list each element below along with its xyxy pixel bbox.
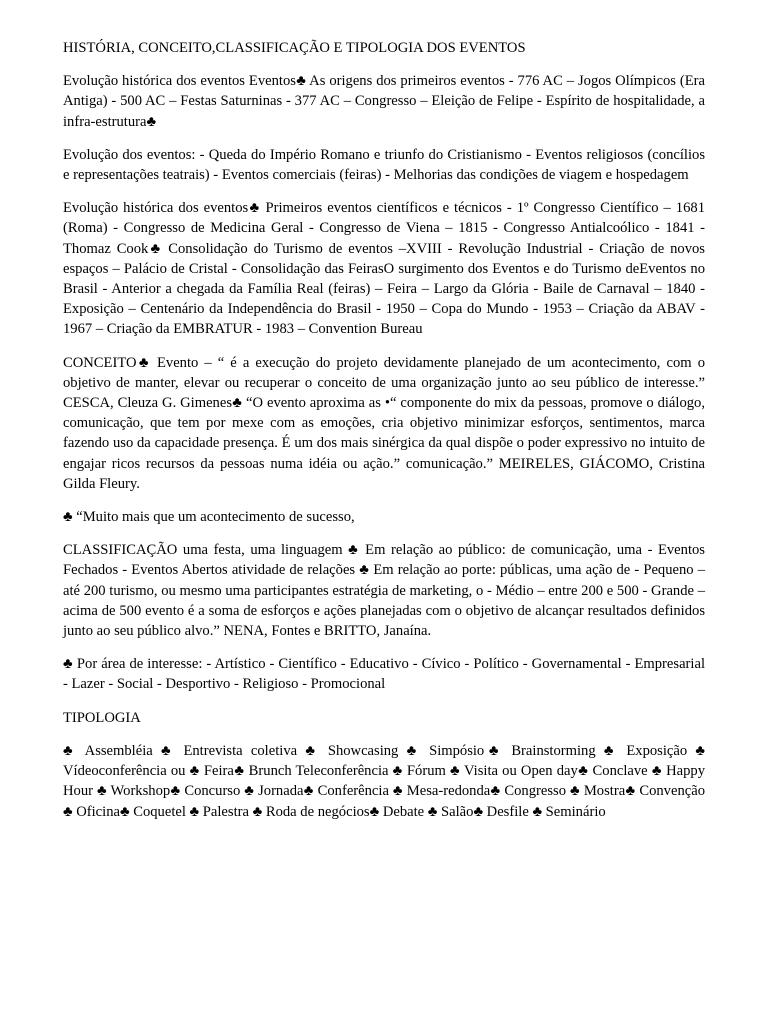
paragraph-evolution: Evolução dos eventos: - Queda do Império Romano e triunfo do Cristianismo - Eventos religiosos (concílios e representações teatrais) - Eventos comerciais (feiras) - Melhorias das condições de viagem e hospedagem xyxy=(63,146,705,184)
section-heading-tipologia: TIPOLOGIA xyxy=(63,709,141,726)
paragraph-scientific-events: Evolução histórica dos eventos♣ Primeiros eventos científicos e técnicos - 1º Congresso Científico – 1681 (Roma) - Congresso de Medicina Geral - Congresso de Viena – 1815 - Congresso Antialcoólico - 1841 - Thomaz Cook♣ Consolidação do Turismo de eventos –XVIII - Revolução Industrial - Criação de novos espaços – Palácio de Cristal - Consolidação das FeirasO surgimento dos Eventos e do Turismo deEventos no Brasil - Anterior a chegada da Família Real (feiras) – Feira – Largo da Glória - Baile de Carnaval – 1840 - Exposição – Centenário da Independência do Brasil - 1950 – Copa do Mundo - 1953 – Criação da ABAV - 1967 – Criação da EMBRATUR - 1983 – Convention Bureau xyxy=(63,200,705,338)
paragraph-concept: CONCEITO♣ Evento – “ é a execução do projeto devidamente planejado de um acontecimento, com o objetivo de manter, elevar ou recuperar o conceito de uma organização junto ao seu público de interesse.” CESCA, Cleuza G. Gimenes♣ “O evento aproxima as •“ componente do mix da pessoas, promove o diálogo, comunicação, que tem por mexe com as emoções, cria objetivo minimizar esforços, sentimentos, marca fazendo uso da capacidade presença. É um dos mais sinérgica da qual dispõe o poder expressivo no intuito de engajar ricos recursos da pessoas numa idéia ou ação.” comunicação.” MEIRELES, GIÁCOMO, Cristina Gilda Fleury. xyxy=(63,354,705,492)
paragraph-quote: ♣ “Muito mais que um acontecimento de sucesso, xyxy=(63,509,355,526)
paragraph-classification: CLASSIFICAÇÃO uma festa, uma linguagem ♣ Em relação ao público: de comunicação, uma - Eventos Fechados - Eventos Abertos atividade de relações ♣ Em relação ao porte: públicas, uma ação de - Pequeno – até 200 turismo, ou mesmo uma participantes estratégia de marketing, o - Médio – entre 200 e 500 - Grande – acima de 500 evento é a soma de esforços e ações planejadas com o objetivo de alcançar resultados definidos junto ao seu público alvo.” NENA, Fontes e BRITTO, Janaína. xyxy=(63,542,705,640)
document-title: HISTÓRIA, CONCEITO,CLASSIFICAÇÃO E TIPOLOGIA DOS EVENTOS xyxy=(63,40,526,56)
paragraph-historical-origins: Evolução histórica dos eventos Eventos♣ As origens dos primeiros eventos - 776 AC – Jogos Olímpicos (Era Antiga) - 500 AC – Festas Saturninas - 377 AC – Congresso – Eleição de Felipe - Espírito de hospitalidade, a infra-estrutura♣ xyxy=(63,73,705,130)
paragraph-typology-list: ♣ Assembléia ♣ Entrevista coletiva ♣ Showcasing ♣ Simpósio♣ Brainstorming ♣ Exposição ♣ Vídeoconferência ou ♣ Feira♣ Brunch Teleconferência ♣ Fórum ♣ Visita ou Open day♣ Conclave ♣ Happy Hour ♣ Workshop♣ Concurso ♣ Jornada♣ Conferência ♣ Mesa-redonda♣ Congresso ♣ Mostra♣ Convenção ♣ Oficina♣ Coquetel ♣ Palestra ♣ Roda de negócios♣ Debate ♣ Salão♣ Desfile ♣ Seminário xyxy=(63,742,705,820)
paragraph-area-of-interest: ♣ Por área de interesse: - Artístico - Científico - Educativo - Cívico - Político - Governamental - Empresarial - Lazer - Social - Desportivo - Religioso - Promocional xyxy=(63,656,705,693)
